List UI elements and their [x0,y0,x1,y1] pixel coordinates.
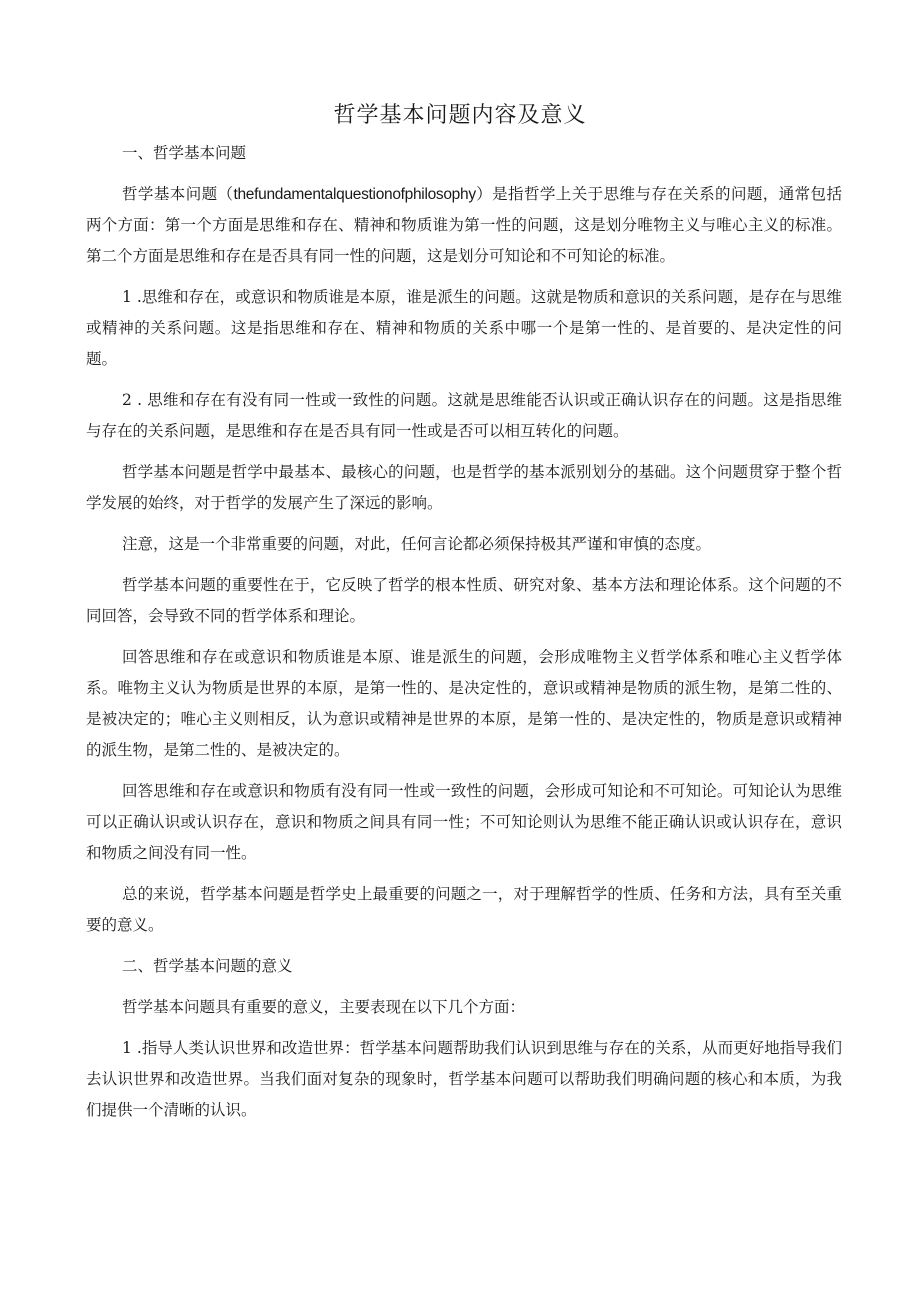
summary-paragraph: 总的来说，哲学基本问题是哲学史上最重要的问题之一，对于理解哲学的性质、任务和方法，具有至关重要的意义。 [86,885,842,934]
answer-2-paragraph: 回答思维和存在或意识和物质有没有同一性或一致性的问题，会形成可知论和不可知论。可知论认为思维可以正确认识或认识存在，意识和物质之间具有同一性；不可知论则认为思维不能正确认识或认识存在，意识和物质之间没有同一性。 [86,782,842,862]
point-2-paragraph: 2 . 思维和存在有没有同一性或一致性的问题。这就是思维能否认识或正确认识存在的问题。这是指思维与存在的关系问题，是思维和存在是否具有同一性或是否可以相互转化的问题。 [86,391,842,440]
note-paragraph: 注意，这是一个非常重要的问题，对此，任何言论都必须保持极其严谨和审慎的态度。 [122,535,712,553]
answer-1-paragraph: 回答思维和存在或意识和物质谁是本原、谁是派生的问题，会形成唯物主义哲学体系和唯心主义哲学体系。唯物主义认为物质是世界的本原，是第一性的、是决定性的，意识或精神是物质的派生物，是第二性的、是被决定的；唯心主义则相反，认为意识或精神是世界的本原，是第一性的、是决定性的，物质是意识或精神的派生物，是第二性的、是被决定的。 [86,648,842,759]
document-title: 哲学基本问题内容及意义 [333,103,587,128]
section-1-heading: 一、哲学基本问题 [122,144,247,162]
significance-point-1-paragraph: 1 .指导人类认识世界和改造世界：哲学基本问题帮助我们认识到思维与存在的关系，从而更好地指导我们去认识世界和改造世界。当我们面对复杂的现象时，哲学基本问题可以帮助我们明确问题的核心和本质，为我们提供一个清晰的认识。 [86,1039,842,1119]
core-paragraph: 哲学基本问题是哲学中最基本、最核心的问题，也是哲学的基本派别划分的基础。这个问题贯穿于整个哲学发展的始终，对于哲学的发展产生了深远的影响。 [86,463,842,512]
document-body [86,138,842,1136]
section-2-heading: 二、哲学基本问题的意义 [122,957,293,975]
significance-intro-paragraph: 哲学基本问题具有重要的意义，主要表现在以下几个方面： [122,998,526,1016]
point-1-paragraph: 1 .思维和存在，或意识和物质谁是本原，谁是派生的问题。这就是物质和意识的关系问题，是存在与思维或精神的关系问题。这是指思维和存在、精神和物质的关系中哪一个是第一性的、是首要的、是决定性的问题。 [86,288,842,368]
intro-suffix: ）是指哲学上关于思维与存在关系的问题，通常包括两个方面：第一个方面是思维和存在、精神和物质谁为第一性的问题，这是划分唯物主义与唯心主义的标准。第二个方面是思维和存在是否具有同一性的问题，这是划分可知论和不可知论的标准。 [86,185,842,265]
importance-paragraph: 哲学基本问题的重要性在于，它反映了哲学的根本性质、研究对象、基本方法和理论体系。这个问题的不同回答，会导致不同的哲学体系和理论。 [86,576,842,625]
intro-english-term: thefundamentalquestionofphilosophy [233,186,476,203]
intro-prefix: 哲学基本问题（ [122,185,234,203]
intro-paragraph [86,179,842,272]
